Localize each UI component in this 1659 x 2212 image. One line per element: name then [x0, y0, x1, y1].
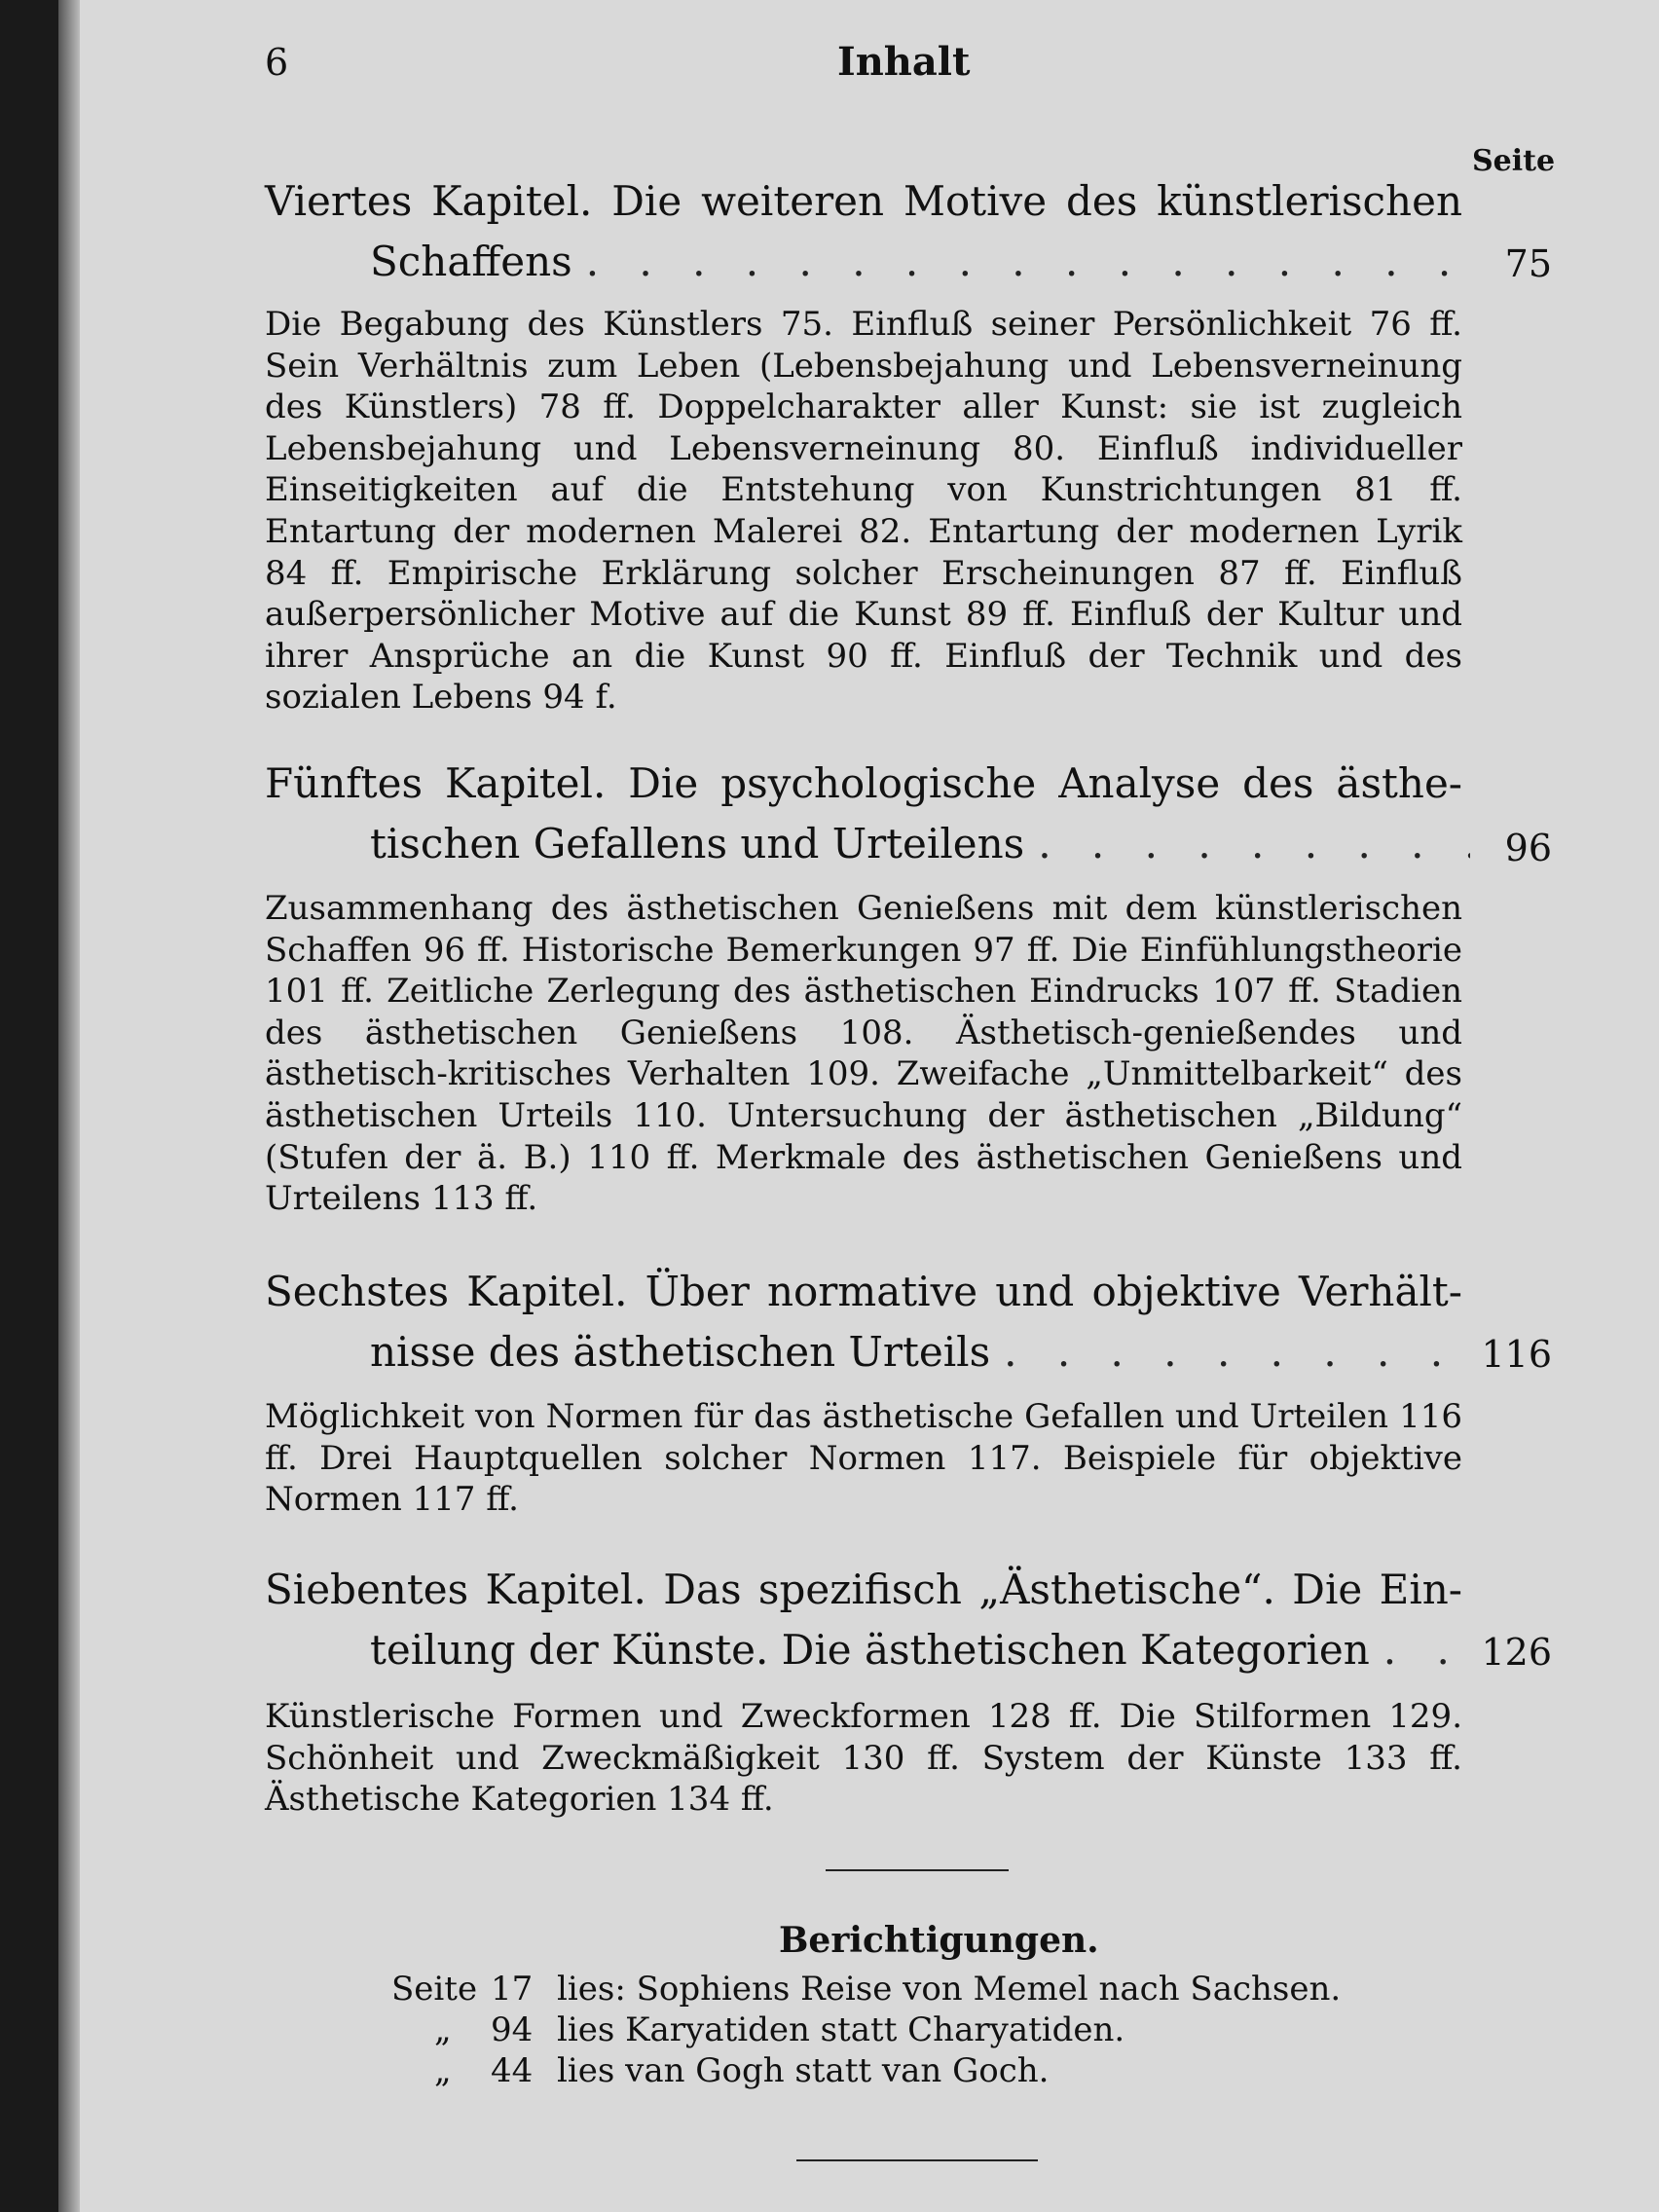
errata-page: 94	[491, 2010, 534, 2049]
leader-dots	[1383, 1620, 1470, 1680]
page-number: 6	[265, 41, 289, 84]
errata-row	[391, 1969, 1462, 2009]
leader-dots	[586, 232, 1470, 292]
errata-row	[391, 2009, 1462, 2050]
chapter-7-title-line2	[370, 1620, 1484, 1680]
closing-divider	[796, 2159, 1038, 2161]
chapter-6-title-line2	[370, 1322, 1484, 1382]
errata-text: lies: Sophiens Reise von Memel nach Sachsen.	[557, 1970, 1342, 2009]
errata-page: 17	[491, 1970, 534, 2009]
errata-title: Berichtigungen.	[779, 1920, 1099, 1961]
chapter-6-page: 116	[1481, 1333, 1552, 1376]
chapter-5-title-line1: Fünftes Kapitel. Die psychologische Analyse des ästhe-	[265, 759, 1462, 807]
chapter-7-title-line1: Siebentes Kapitel. Das spezifisch „Ästhetische“. Die Ein-	[265, 1566, 1462, 1613]
chapter-6-summary: Möglichkeit von Normen für das ästhetische Gefallen und Urteilen 116 ff. Drei Hauptquellen solcher Normen 117. Beispiele für objektive Normen 117 ff.	[265, 1397, 1462, 1520]
errata-page: 44	[491, 2051, 534, 2090]
errata-text: lies Karyatiden statt Charyatiden.	[557, 2010, 1125, 2049]
chapter-7-title-text: teilung der Künste. Die ästhetischen Kategorien	[370, 1626, 1370, 1674]
seite-column-label: Seite	[1472, 144, 1556, 178]
chapter-4-summary: Die Begabung des Künstlers 75. Einfluß seiner Persönlichkeit 76 ff. Sein Verhältnis zum Leben (Lebensbejahung und Lebensverneinung des Künstlers) 78 ff. Doppelcharakter aller Kunst: sie ist zugleich Lebensbejahung und Lebensverneinung 80. Einfluß individueller Einseitigkeiten auf die Entstehung von Kunstrichtungen 81 ff. Entartung der modernen Malerei 82. Entartung der modernen Lyrik 84 ff. Empirische Erklärung solcher Erscheinungen 87 ff. Einfluß außerpersönlicher Motive auf die Kunst 89 ff. Einfluß der Kultur und ihrer Ansprüche an die Kunst 90 ff. Einfluß der Technik und des sozialen Lebens 94 f.	[265, 305, 1462, 718]
errata-prefix: Seite	[391, 1970, 478, 2009]
errata-prefix: „	[434, 2051, 452, 2090]
chapter-5-title-line2	[370, 814, 1484, 874]
leader-dots	[1004, 1322, 1470, 1382]
chapter-4-title-text: Schaffens	[370, 238, 572, 285]
chapter-4-title-line1: Viertes Kapitel. Die weiteren Motive des künstlerischen	[265, 177, 1462, 225]
chapter-4-title-line2	[370, 232, 1484, 292]
errata-text: lies van Gogh statt van Goch.	[557, 2051, 1050, 2090]
chapter-6-title-line1: Sechstes Kapitel. Über normative und objektive Verhält-	[265, 1268, 1462, 1315]
running-head: Inhalt	[837, 39, 971, 85]
leader-dots	[1038, 814, 1470, 874]
section-divider	[826, 1869, 1009, 1871]
errata-prefix: „	[434, 2010, 452, 2049]
chapter-5-page: 96	[1504, 827, 1552, 869]
errata-row	[391, 2050, 1462, 2091]
errata-list	[391, 1969, 1462, 2091]
chapter-7-summary: Künstlerische Formen und Zweckformen 128 ff. Die Stilformen 129. Schönheit und Zweckmäßigkeit 130 ff. System der Künste 133 ff. Ästhetische Kategorien 134 ff.	[265, 1697, 1462, 1820]
chapter-7-page: 126	[1481, 1631, 1552, 1674]
chapter-5-title-text: tischen Gefallens und Urteilens	[370, 820, 1025, 867]
book-gutter	[58, 0, 80, 2212]
chapter-6-title-text: nisse des ästhetischen Urteils	[370, 1328, 991, 1376]
chapter-4-page: 75	[1504, 242, 1552, 285]
chapter-5-summary: Zusammenhang des ästhetischen Genießens mit dem künstlerischen Schaffen 96 ff. Historische Bemerkungen 97 ff. Die Einfühlungstheorie 101 ff. Zeitliche Zerlegung des ästhetischen Eindrucks 107 ff. Stadien des ästhetischen Genießens 108. Ästhetisch-genießendes und ästhetisch-kritisches Verhalten 109. Zweifache „Unmittelbarkeit“ des ästhetischen Urteils 110. Untersuchung der ästhetischen „Bildung“ (Stufen der ä. B.) 110 ff. Merkmale des ästhetischen Genießens und Urteilens 113 ff.	[265, 889, 1462, 1219]
